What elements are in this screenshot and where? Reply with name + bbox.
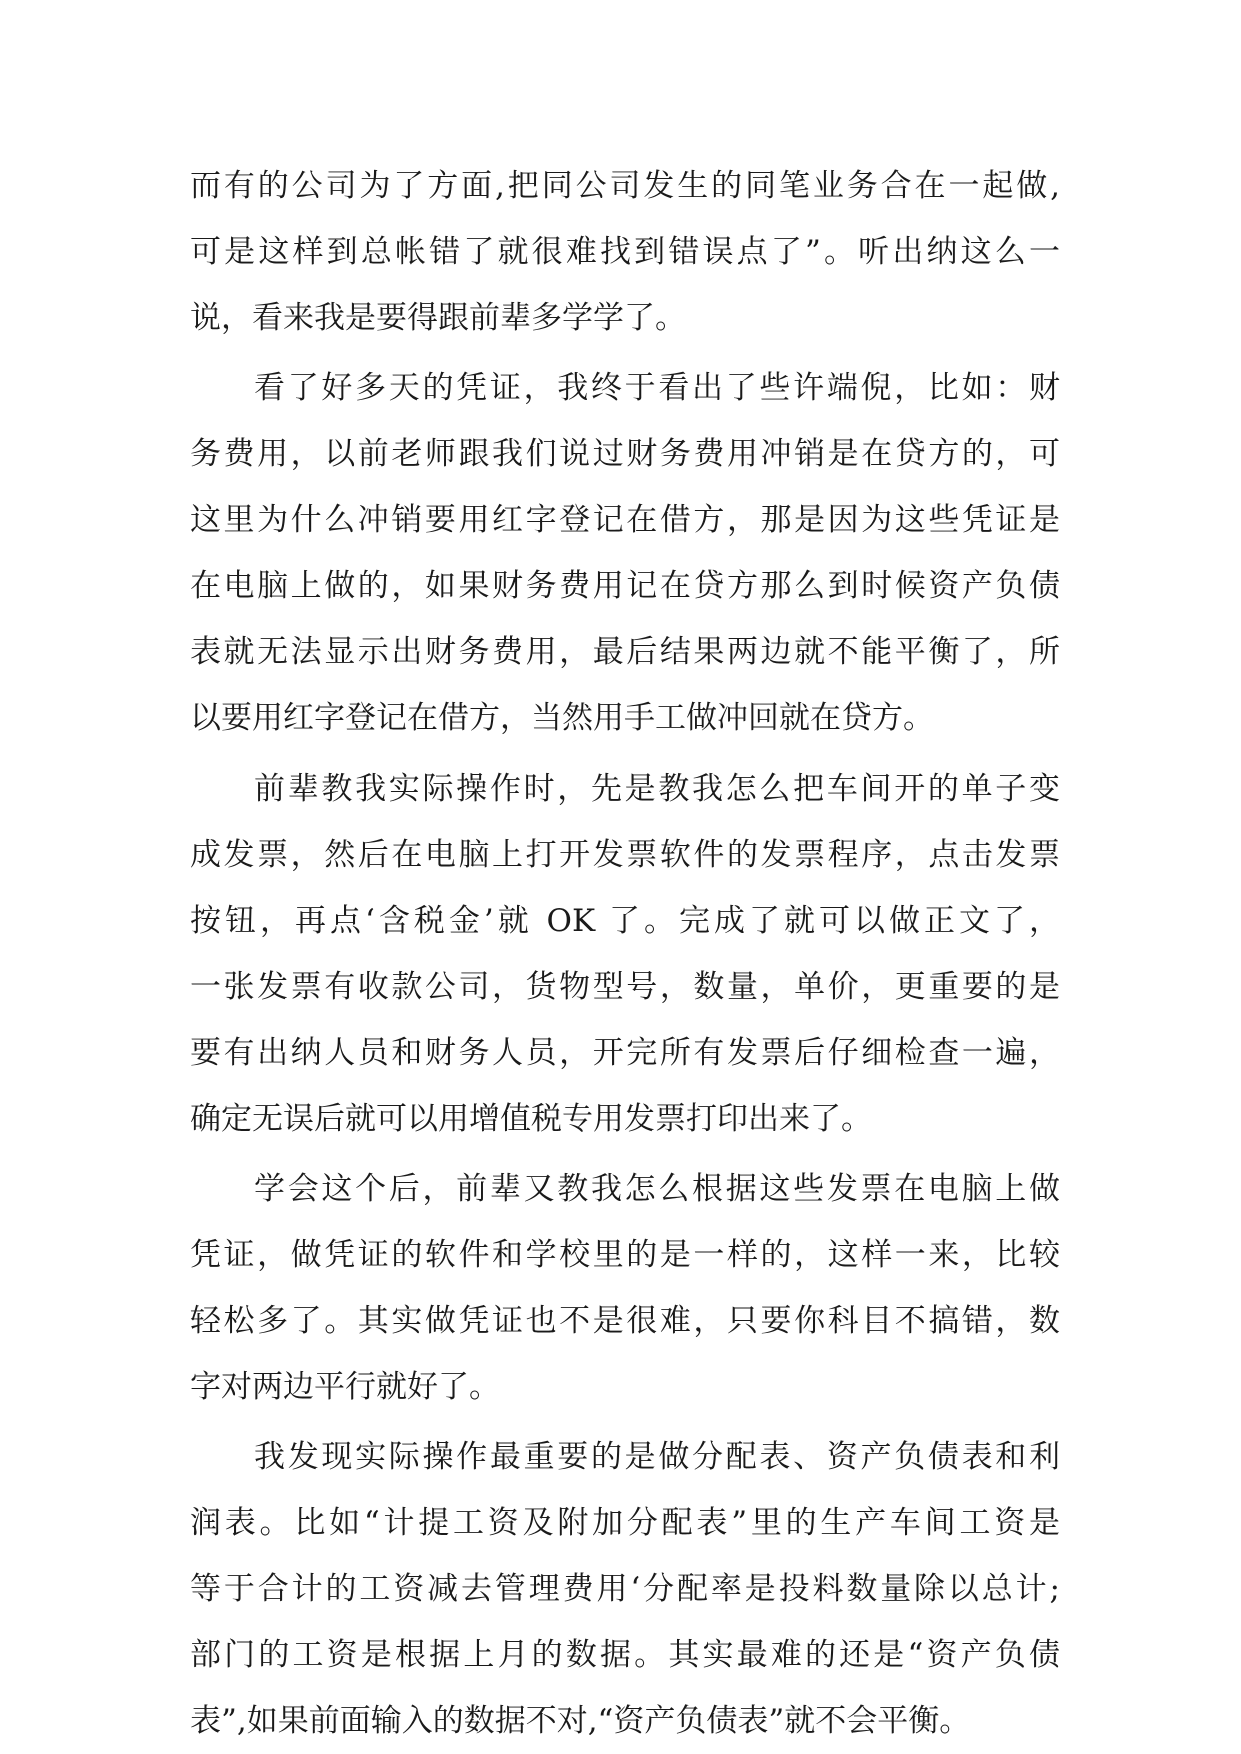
text-line: 在电脑上做的，如果财务费用记在贷方那么到时候资产负债 [190,568,1060,604]
text-line: 成发票，然后在电脑上打开发票软件的发票程序，点击发票 [190,837,1060,873]
text-line: 确定无误后就可以用增值税专用发票打印出来了。 [190,1101,872,1137]
text-line: 等于合计的工资减去管理费用‘分配率是投料数量除以总计; [190,1571,1060,1607]
text-line: 一张发票有收款公司，货物型号，数量，单价，更重要的是 [190,969,1060,1005]
text-line: 部门的工资是根据上月的数据。其实最难的还是“资产负债 [190,1637,1060,1673]
text-line: 务费用，以前老师跟我们说过财务费用冲销是在贷方的，可 [190,436,1060,472]
text-line: 润表。比如“计提工资及附加分配表”里的生产车间工资是 [190,1505,1060,1541]
text-line: 而有的公司为了方面,把同公司发生的同笔业务合在一起做, [190,168,1060,204]
text-line: 要有出纳人员和财务人员，开完所有发票后仔细检查一遍， [190,1035,1060,1071]
text-line: 看了好多天的凭证，我终于看出了些许端倪，比如：财 [254,370,1060,406]
text-line: 学会这个后，前辈又教我怎么根据这些发票在电脑上做 [254,1171,1060,1207]
text-line: 按钮，再点‘含税金’就 OK 了。完成了就可以做正文了， [190,903,1060,939]
text-line: 表就无法显示出财务费用，最后结果两边就不能平衡了，所 [190,634,1060,670]
text-line: 以要用红字登记在借方，当然用手工做冲回就在贷方。 [190,700,934,736]
text-line: 字对两边平行就好了。 [190,1369,500,1405]
text-line: 轻松多了。其实做凭证也不是很难，只要你科目不搞错，数 [190,1303,1060,1339]
text-line: 这里为什么冲销要用红字登记在借方，那是因为这些凭证是 [190,502,1060,538]
text-line: 前辈教我实际操作时，先是教我怎么把车间开的单子变 [254,771,1060,807]
text-line: 表”,如果前面输入的数据不对,“资产负债表”就不会平衡。 [190,1703,971,1739]
text-line: 凭证，做凭证的软件和学校里的是一样的，这样一来，比较 [190,1237,1060,1273]
text-line: 我发现实际操作最重要的是做分配表、资产负债表和利 [254,1439,1060,1475]
text-line: 可是这样到总帐错了就很难找到错误点了”。听出纳这么一 [190,234,1060,270]
text-line: 说，看来我是要得跟前辈多学学了。 [190,300,686,336]
